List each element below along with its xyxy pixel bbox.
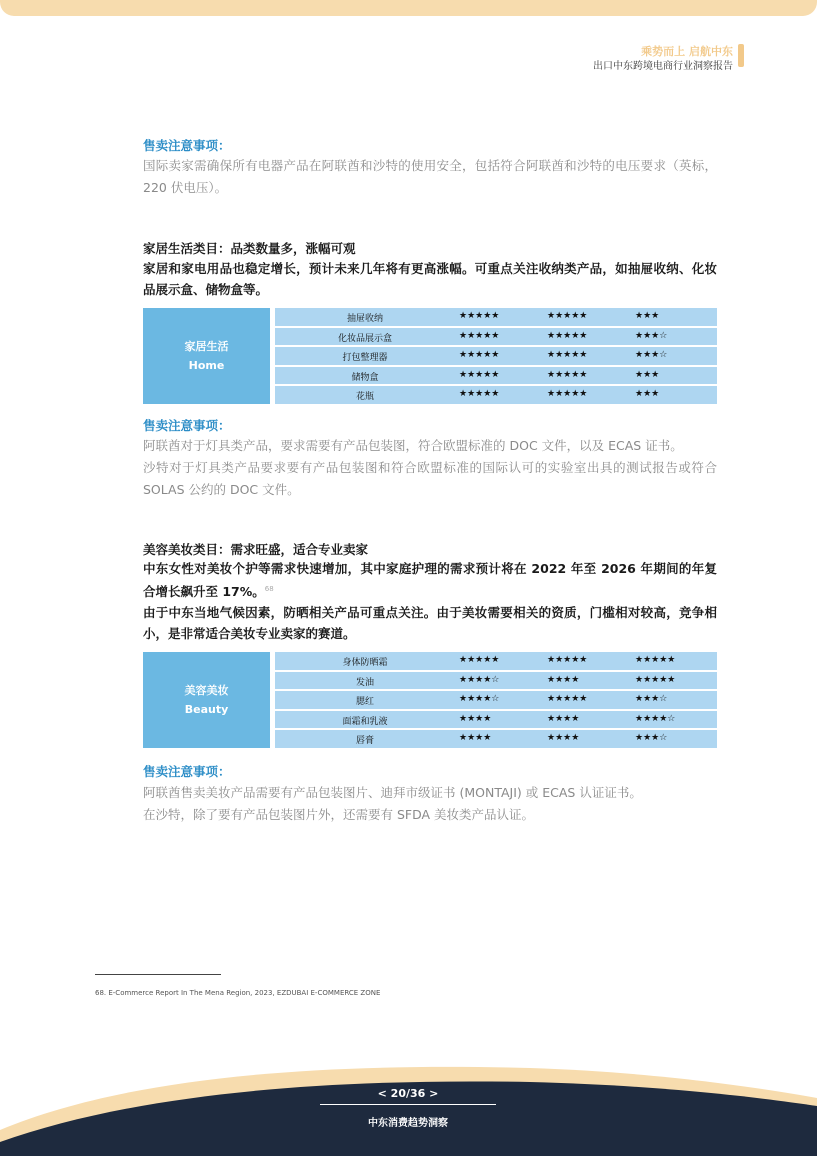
table-row <box>275 730 717 748</box>
footer-label: 中东消费趋势洞察 <box>368 1118 448 1129</box>
rating-stars: ★★★★★ <box>459 389 500 399</box>
table-row <box>275 328 717 346</box>
rating-stars: ★★★ <box>635 369 660 380</box>
table-row <box>275 711 717 729</box>
rating-stars: ★★★ <box>635 311 660 321</box>
rating-stars: ★★★★★ <box>635 655 676 665</box>
rating-stars: ★★★★★ <box>459 330 500 341</box>
beauty-section-body <box>143 558 717 644</box>
rating-stars: ★★★★★ <box>547 350 588 360</box>
rating-stars: ★★★★ <box>459 733 492 743</box>
rating-stars: ★★★★☆ <box>635 713 676 724</box>
home-section-body: 家居和家电用品也稳定增长，预计未来几年将有更高涨幅。可重点关注收纳类产品，如抽屉收纳、化妆品展示盒、储物盒等。 <box>143 261 717 297</box>
table-row <box>275 347 717 365</box>
product-name: 唇膏 <box>355 736 374 746</box>
rating-stars: ★★★☆ <box>635 694 668 704</box>
table-row <box>275 367 717 385</box>
footer-wave <box>0 1060 817 1156</box>
beauty-section-title: 美容美妆类目：需求旺盛，适合专业卖家 <box>143 542 369 557</box>
product-name: 身体防晒霜 <box>342 658 388 668</box>
rating-stars: ★★★ <box>635 389 660 399</box>
rating-stars: ★★★★★ <box>547 655 588 665</box>
rating-stars: ★★★★ <box>547 733 580 743</box>
notes-paragraph: 阿联酋售卖美妆产品需要有产品包装图片、迪拜市级证书 (MONTAJI) 或 ECAS 认证证书。 <box>143 785 642 800</box>
body-paragraph <box>143 558 717 602</box>
header-accent-bar <box>738 44 744 67</box>
notes-heading: 售卖注意事项： <box>143 418 231 433</box>
footnote: 68. E-Commerce Report In The Mena Region, 2023, EZDUBAI E-COMMERCE ZONE <box>95 989 381 997</box>
category-name-cn: 家居生活 <box>184 340 229 353</box>
notes-paragraph: 阿联酋对于灯具类产品，要求需要有产品包装图，符合欧盟标准的 DOC 文件，以及 ECAS 证书。 <box>143 438 683 453</box>
footer-divider <box>320 1104 496 1105</box>
notes-paragraph: 沙特对于灯具类产品要求要有产品包装图和符合欧盟标准的国际认可的实验室出具的测试报告或符合 SOLAS 公约的 DOC 文件。 <box>143 460 717 497</box>
header-slogan: 乘势而上 启航中东 <box>641 45 733 58</box>
page-number: < 20/36 > <box>377 1087 439 1100</box>
notes-heading: 售卖注意事项： <box>143 138 231 153</box>
table-row <box>275 386 717 404</box>
product-name: 面霜和乳液 <box>342 716 388 727</box>
notes-text <box>143 782 717 826</box>
rating-stars: ★★★★★ <box>547 330 588 341</box>
notes-heading: 售卖注意事项： <box>143 764 231 779</box>
notes-text <box>143 435 717 501</box>
rating-stars: ★★★☆ <box>635 350 668 360</box>
header-report-title: 出口中东跨境电商行业洞察报告 <box>593 61 733 72</box>
product-name: 发油 <box>355 677 374 688</box>
home-rows <box>275 308 717 406</box>
footnote-ref: 68 <box>264 585 274 593</box>
product-name: 储物盒 <box>351 372 379 383</box>
body-paragraph: 由于中东当地气候因素，防晒相关产品可重点关注。由于美妆需要相关的资质，门槛相对较高，竞争相小，是非常适合美妆专业卖家的赛道。 <box>143 605 717 642</box>
category-name-en: Home <box>188 359 225 372</box>
product-name: 打包整理器 <box>342 353 388 363</box>
beauty-category-cell <box>143 652 270 748</box>
table-row <box>275 308 717 326</box>
rating-stars: ★★★★★ <box>547 694 588 704</box>
rating-stars: ★★★★★ <box>459 655 500 665</box>
product-name: 抽屉收纳 <box>346 314 383 324</box>
body-text: 中东女性对美妆个护等需求快速增加，其中家庭护理的需求预计将在 2022 年至 2026 年期间的年复合增长飙升至 17%。 <box>143 561 717 600</box>
home-rating-table <box>143 308 717 404</box>
rating-stars: ★★★★★ <box>635 674 676 685</box>
table-row <box>275 691 717 709</box>
product-name: 化妆品展示盒 <box>337 333 392 344</box>
home-section-title: 家居生活类目：品类数量多，涨幅可观 <box>143 241 356 256</box>
category-name-cn: 美容美妆 <box>184 684 229 697</box>
product-name: 花瓶 <box>355 392 374 402</box>
rating-stars: ★★★★ <box>547 674 580 685</box>
category-name-en: Beauty <box>184 703 229 716</box>
notes-text: 国际卖家需确保所有电器产品在阿联酋和沙特的使用安全，包括符合阿联酋和沙特的电压要求（英标，220 伏电压）。 <box>143 158 717 195</box>
rating-stars: ★★★★☆ <box>459 674 500 685</box>
rating-stars: ★★★★★ <box>459 350 500 360</box>
rating-stars: ★★★★★ <box>547 311 588 321</box>
notes-paragraph: 在沙特，除了要有产品包装图片外，还需要有 SFDA 美妆类产品认证。 <box>143 807 535 822</box>
rating-stars: ★★★★ <box>547 713 580 724</box>
rating-stars: ★★★☆ <box>635 733 668 743</box>
beauty-rows <box>275 652 717 750</box>
home-category-cell <box>143 308 270 404</box>
rating-stars: ★★★★★ <box>547 369 588 380</box>
rating-stars: ★★★☆ <box>635 330 668 341</box>
product-name: 腮红 <box>355 697 374 707</box>
rating-stars: ★★★★★ <box>459 311 500 321</box>
rating-stars: ★★★★ <box>459 713 492 724</box>
top-decor-band <box>0 0 817 16</box>
beauty-rating-table <box>143 652 717 748</box>
rating-stars: ★★★★☆ <box>459 694 500 704</box>
rating-stars: ★★★★★ <box>547 389 588 399</box>
table-row <box>275 652 717 670</box>
footnote-divider <box>95 974 221 975</box>
table-row <box>275 672 717 690</box>
rating-stars: ★★★★★ <box>459 369 500 380</box>
